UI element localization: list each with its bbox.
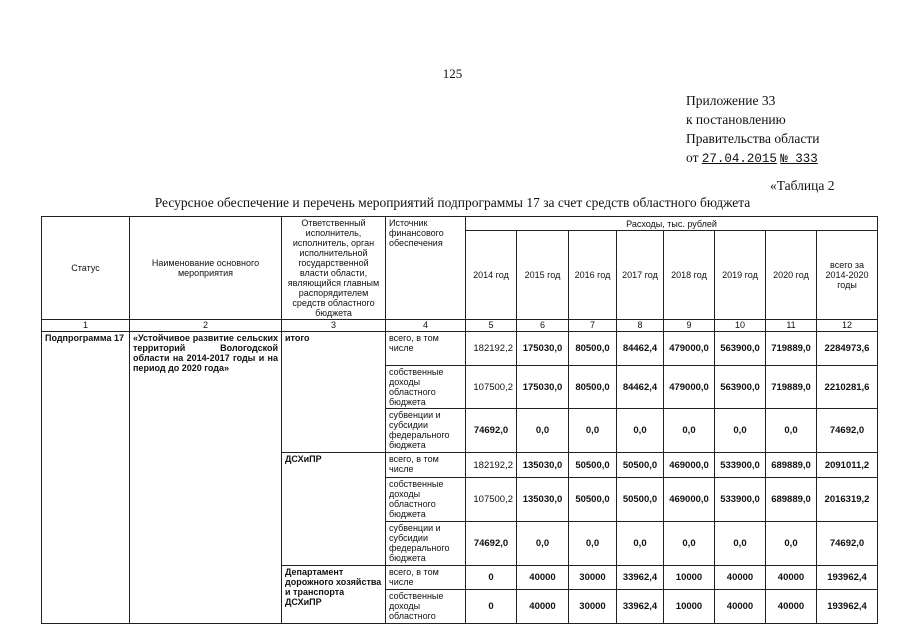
value-cell: 0,0 xyxy=(664,522,715,566)
annex-line-3: Правительства области xyxy=(686,131,820,146)
value-cell: 135030,0 xyxy=(517,478,569,522)
value-cell: 0,0 xyxy=(715,409,766,453)
header-status: Статус xyxy=(42,217,130,320)
value-cell: 30000 xyxy=(569,590,617,624)
executor-cell: итого xyxy=(282,332,386,453)
total-cell: 2016319,2 xyxy=(817,478,878,522)
column-number: 12 xyxy=(817,320,878,332)
value-cell: 10000 xyxy=(664,566,715,590)
annex-date-line xyxy=(686,148,819,169)
annex-block xyxy=(686,91,819,169)
header-total: всего за 2014-2020 годы xyxy=(817,231,878,320)
program-status: Подпрограмма 17 xyxy=(42,332,130,624)
value-cell: 689889,0 xyxy=(766,453,817,478)
budget-table xyxy=(41,216,878,624)
executor-cell: ДСХиПР xyxy=(282,453,386,566)
header-year: 2016 год xyxy=(569,231,617,320)
header-year: 2017 год xyxy=(617,231,664,320)
value-cell: 719889,0 xyxy=(766,332,817,366)
table-label: «Таблица 2 xyxy=(770,178,835,193)
total-cell: 193962,4 xyxy=(817,566,878,590)
value-cell: 74692,0 xyxy=(466,409,517,453)
value-cell: 182192,2 xyxy=(466,332,517,366)
column-number: 3 xyxy=(282,320,386,332)
value-cell: 40000 xyxy=(715,566,766,590)
header-measure: Наименование основного мероприятия xyxy=(130,217,282,320)
total-cell: 2210281,6 xyxy=(817,366,878,409)
value-cell: 40000 xyxy=(715,590,766,624)
column-number: 11 xyxy=(766,320,817,332)
value-cell: 0 xyxy=(466,590,517,624)
value-cell: 182192,2 xyxy=(466,453,517,478)
source-cell: субвенции и субсидии федерального бюджета xyxy=(386,409,466,453)
value-cell: 469000,0 xyxy=(664,453,715,478)
value-cell: 479000,0 xyxy=(664,366,715,409)
header-year: 2015 год xyxy=(517,231,569,320)
value-cell: 80500,0 xyxy=(569,366,617,409)
source-cell: всего, в том числе xyxy=(386,453,466,478)
annex-date: 27.04.2015 xyxy=(701,152,777,166)
value-cell: 0,0 xyxy=(617,522,664,566)
value-cell: 40000 xyxy=(517,590,569,624)
value-cell: 0,0 xyxy=(517,522,569,566)
value-cell: 0,0 xyxy=(766,522,817,566)
total-cell: 74692,0 xyxy=(817,409,878,453)
executor-cell: Департамент дорожного хозяйства и транспорта ДСХиПР xyxy=(282,566,386,624)
value-cell: 40000 xyxy=(766,566,817,590)
value-cell: 533900,0 xyxy=(715,453,766,478)
value-cell: 84462,4 xyxy=(617,332,664,366)
value-cell: 0,0 xyxy=(569,409,617,453)
value-cell: 479000,0 xyxy=(664,332,715,366)
column-number: 1 xyxy=(42,320,130,332)
value-cell: 74692,0 xyxy=(466,522,517,566)
value-cell: 33962,4 xyxy=(617,566,664,590)
source-cell: собственные доходы областного бюджета xyxy=(386,366,466,409)
table-row xyxy=(42,332,878,366)
annex-line-2: к постановлению xyxy=(686,112,786,127)
column-number: 8 xyxy=(617,320,664,332)
total-cell: 2284973,6 xyxy=(817,332,878,366)
source-cell: собственные доходы областного xyxy=(386,590,466,624)
column-number: 6 xyxy=(517,320,569,332)
value-cell: 80500,0 xyxy=(569,332,617,366)
column-number: 5 xyxy=(466,320,517,332)
value-cell: 689889,0 xyxy=(766,478,817,522)
source-cell: субвенции и субсидии федерального бюджета xyxy=(386,522,466,566)
value-cell: 50500,0 xyxy=(617,453,664,478)
column-number: 10 xyxy=(715,320,766,332)
value-cell: 84462,4 xyxy=(617,366,664,409)
document-title: Ресурсное обеспечение и перечень мероприятий подпрограммы 17 за счет средств областного бюджета xyxy=(154,195,751,210)
value-cell: 0,0 xyxy=(569,522,617,566)
header-year: 2018 год xyxy=(664,231,715,320)
value-cell: 0,0 xyxy=(715,522,766,566)
value-cell: 10000 xyxy=(664,590,715,624)
column-number: 4 xyxy=(386,320,466,332)
column-number: 9 xyxy=(664,320,715,332)
value-cell: 50500,0 xyxy=(569,478,617,522)
value-cell: 0,0 xyxy=(664,409,715,453)
value-cell: 0,0 xyxy=(517,409,569,453)
value-cell: 33962,4 xyxy=(617,590,664,624)
annex-date-prefix: от xyxy=(686,150,699,165)
source-cell: собственные доходы областного бюджета xyxy=(386,478,466,522)
header-executor: Ответственный исполнитель, исполнитель, орган исполнительной государственной власти области, являющийся главным распорядителем средств областного бюджета xyxy=(282,217,386,320)
column-number: 2 xyxy=(130,320,282,332)
value-cell: 719889,0 xyxy=(766,366,817,409)
header-year: 2014 год xyxy=(466,231,517,320)
page-number: 125 xyxy=(442,66,463,81)
value-cell: 30000 xyxy=(569,566,617,590)
value-cell: 175030,0 xyxy=(517,366,569,409)
value-cell: 175030,0 xyxy=(517,332,569,366)
source-cell: всего, в том числе xyxy=(386,332,466,366)
total-cell: 193962,4 xyxy=(817,590,878,624)
header-year: 2020 год xyxy=(766,231,817,320)
value-cell: 135030,0 xyxy=(517,453,569,478)
value-cell: 469000,0 xyxy=(664,478,715,522)
header-year: 2019 год xyxy=(715,231,766,320)
value-cell: 0,0 xyxy=(617,409,664,453)
value-cell: 563900,0 xyxy=(715,366,766,409)
value-cell: 533900,0 xyxy=(715,478,766,522)
header-source: Источник финансового обеспечения xyxy=(386,217,466,320)
value-cell: 0,0 xyxy=(766,409,817,453)
value-cell: 107500,2 xyxy=(466,366,517,409)
value-cell: 40000 xyxy=(517,566,569,590)
annex-number: № 333 xyxy=(780,152,818,166)
header-expenses: Расходы, тыс. рублей xyxy=(466,217,878,231)
source-cell: всего, в том числе xyxy=(386,566,466,590)
value-cell: 50500,0 xyxy=(617,478,664,522)
total-cell: 74692,0 xyxy=(817,522,878,566)
program-measure: «Устойчивое развитие сельских территорий Вологодской области на 2014-2017 годы и на период до 2020 года» xyxy=(130,332,282,624)
total-cell: 2091011,2 xyxy=(817,453,878,478)
value-cell: 107500,2 xyxy=(466,478,517,522)
column-number: 7 xyxy=(569,320,617,332)
annex-line-1: Приложение 33 xyxy=(686,93,776,108)
value-cell: 50500,0 xyxy=(569,453,617,478)
value-cell: 0 xyxy=(466,566,517,590)
value-cell: 563900,0 xyxy=(715,332,766,366)
column-numbers-row xyxy=(42,320,878,332)
value-cell: 40000 xyxy=(766,590,817,624)
